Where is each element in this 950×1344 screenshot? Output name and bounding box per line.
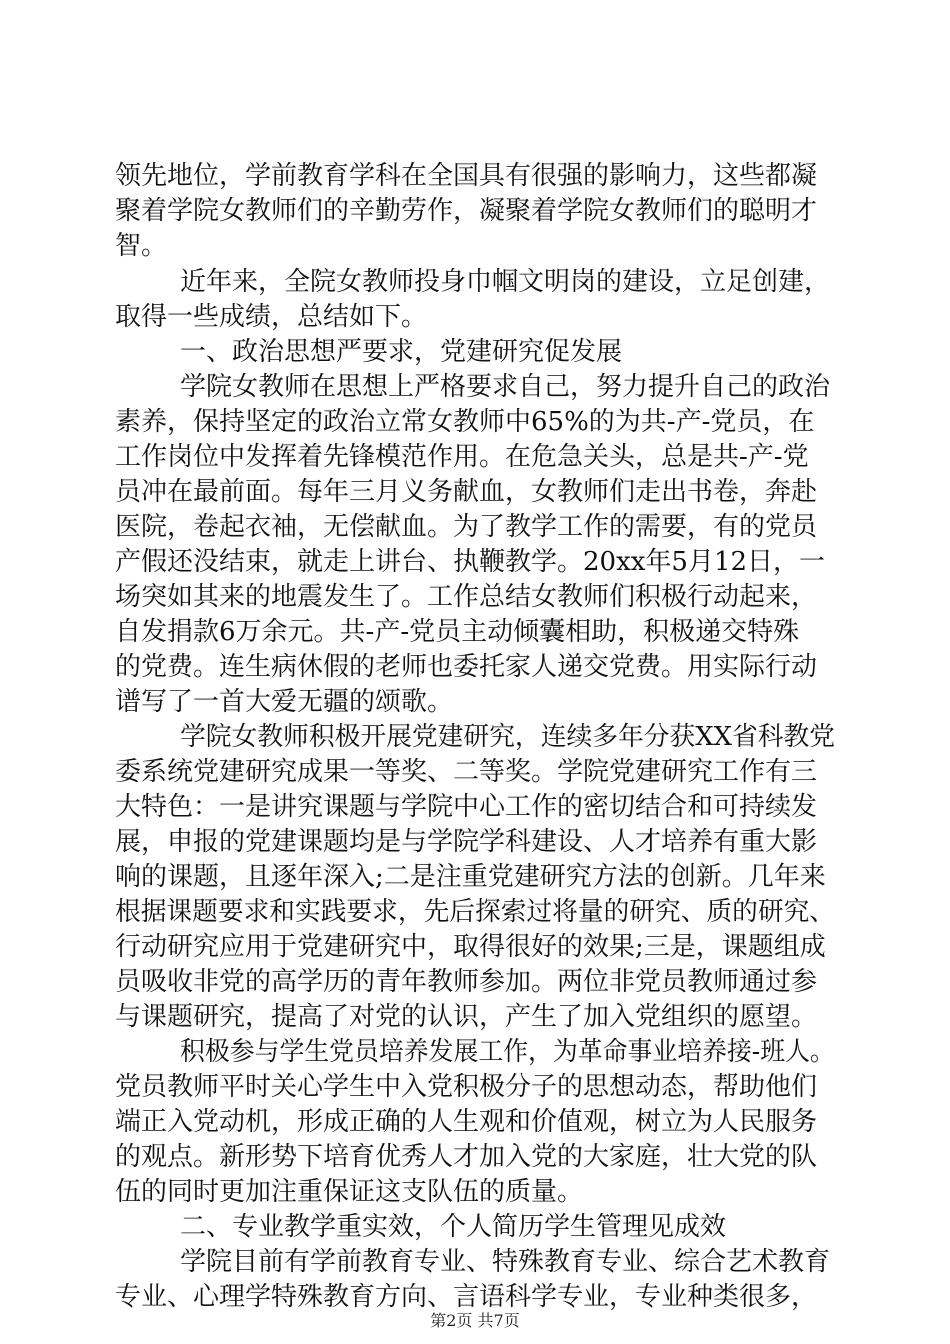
- text-line: 聚着学院女教师们的辛勤劳作，凝聚着学院女教师们的聪明才: [115, 196, 818, 226]
- text-line: 员吸收非党的高学历的青年教师参加。两位非党员教师通过参: [115, 967, 818, 997]
- text-line: 根据课题要求和实践要求，先后探索过将量的研究、质的研究、: [115, 897, 836, 927]
- text-line: 学院目前有学前教育专业、特殊教育专业、综合艺术教育: [180, 1247, 831, 1277]
- text-line: 积极参与学生党员培养发展工作，为革命事业培养接-班人。: [180, 1037, 835, 1067]
- text-line: 学院女教师在思想上严格要求自己，努力提升自己的政治: [180, 372, 831, 402]
- text-line: 自发捐款6万余元。共-产-党员主动倾囊相助，积极递交特殊: [115, 617, 800, 647]
- text-line: 大特色：一是讲究课题与学院中心工作的密切结合和可持续发: [115, 792, 818, 822]
- text-line: 响的课题，且逐年深入;二是注重党建研究方法的创新。几年来: [115, 862, 826, 892]
- text-line: 智。: [115, 231, 168, 261]
- text-line: 的党费。连生病休假的老师也委托家人递交党费。用实际行动: [115, 652, 818, 682]
- text-line: 领先地位，学前教育学科在全国具有很强的影响力，这些都凝: [115, 161, 818, 191]
- text-line: 展，申报的党建课题均是与学院学科建设、人才培养有重大影: [115, 827, 818, 857]
- text-line: 党员教师平时关心学生中入党积极分子的思想动态，帮助他们: [115, 1072, 818, 1102]
- text-line: 行动研究应用于党建研究中，取得很好的效果;三是，课题组成: [115, 932, 826, 962]
- text-line: 端正入党动机，形成正确的人生观和价值观，树立为人民服务: [115, 1107, 818, 1137]
- text-line: 医院，卷起衣袖，无偿献血。为了教学工作的需要，有的党员: [115, 512, 818, 542]
- text-line: 近年来，全院女教师投身巾帼文明岗的建设，立足创建，: [180, 267, 831, 297]
- section-heading: 一、政治思想严要求，党建研究促发展: [180, 337, 623, 367]
- text-line: 专业、心理学特殊教育方向、言语科学专业，专业种类很多，: [115, 1282, 818, 1312]
- text-line: 伍的同时更加注重保证这支队伍的质量。: [115, 1177, 584, 1207]
- text-line: 场突如其来的地震发生了。工作总结女教师们积极行动起来，: [115, 582, 818, 612]
- text-line: 素养，保持坚定的政治立常女教师中65%的为共-产-党员，在: [115, 407, 815, 437]
- text-line: 委系统党建研究成果一等奖、二等奖。学院党建研究工作有三: [115, 757, 818, 787]
- text-line: 产假还没结束，就走上讲台、执鞭教学。20xx年5月12日，一: [115, 547, 826, 577]
- text-line: 员冲在最前面。每年三月义务献血，女教师们走出书卷，奔赴: [115, 477, 818, 507]
- text-line: 取得一些成绩，总结如下。: [115, 302, 428, 332]
- text-line: 学院女教师积极开展党建研究，连续多年分获XX省科教党: [180, 722, 836, 752]
- text-line: 谱写了一首大爱无疆的颂歌。: [115, 687, 454, 717]
- text-line: 的观点。新形势下培育优秀人才加入党的大家庭，壮大党的队: [115, 1142, 818, 1172]
- text-line: 与课题研究，提高了对党的认识，产生了加入党组织的愿望。: [115, 1002, 818, 1032]
- page-footer: 第2页 共7页: [430, 1311, 520, 1330]
- section-heading: 二、专业教学重实效，个人简历学生管理见成效: [180, 1212, 727, 1242]
- text-line: 工作岗位中发挥着先锋模范作用。在危急关头，总是共-产-党: [115, 442, 809, 472]
